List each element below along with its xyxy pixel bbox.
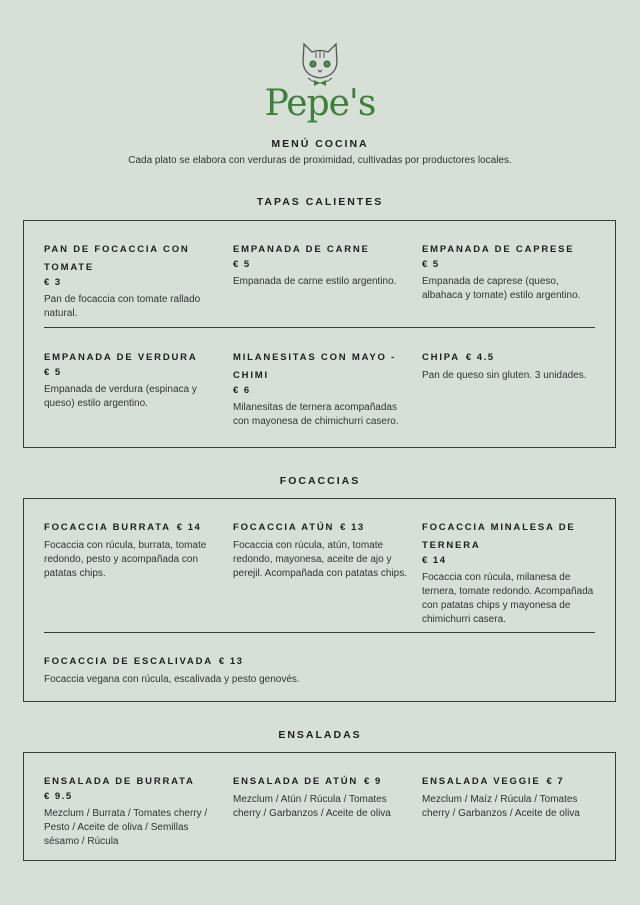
item-name: MILANESITAS CON MAYO -CHIMI xyxy=(233,352,397,381)
item-description: Mezclum / Atún / Rúcula / Tomates cherry / Garbanzos / Aceite de oliva xyxy=(233,794,391,819)
logo xyxy=(262,40,378,128)
item-description: Pan de queso sin gluten. 3 unidades. xyxy=(422,370,587,381)
item-price: € 5 xyxy=(422,259,440,270)
divider xyxy=(44,632,595,633)
page-title: MENÚ COCINA xyxy=(271,138,369,150)
item-price: € 7 xyxy=(546,776,565,787)
menu-item xyxy=(44,771,233,849)
item-price: € 13 xyxy=(218,656,244,667)
menu-item xyxy=(233,347,422,429)
item-name: FOCACCIA MINALESA DE TERNERA xyxy=(422,522,576,551)
item-description: Mezclum / Burrata / Tomates cherry / Pesto / Aceite de oliva / Semillas sésamo / Rúcula xyxy=(44,808,208,847)
item-price: € 3 xyxy=(44,277,62,288)
brand-name: Pepe's xyxy=(264,83,376,124)
item-price: € 5 xyxy=(233,259,251,270)
item-description: Empanada de carne estilo argentino. xyxy=(233,276,397,287)
menu-item xyxy=(422,347,604,429)
item-name: EMPANADA DE CARNE xyxy=(233,244,370,255)
item-name: FOCACCIA BURRATA xyxy=(44,522,171,533)
menu-item xyxy=(44,239,233,321)
item-price: € 13 xyxy=(340,522,365,533)
menu-item xyxy=(233,771,422,849)
item-price: € 14 xyxy=(176,522,202,533)
item-price: € 14 xyxy=(422,555,447,566)
item-price: € 6 xyxy=(233,385,251,396)
item-description: Mezclum / Maíz / Rúcula / Tomates cherry / Garbanzos / Aceite de oliva xyxy=(422,794,580,819)
item-name: PAN DE FOCACCIA CON TOMATE xyxy=(44,244,190,273)
menu-item xyxy=(44,517,233,627)
item-description: Pan de focaccia con tomate rallado natural. xyxy=(44,294,201,319)
item-description: Focaccia con rúcula, milanesa de ternera, tomate redondo. Acompañada con patatas chips y mayonesa de chimichurri casera. xyxy=(422,572,594,625)
menu-item xyxy=(233,517,422,627)
page-subtitle: Cada plato se elabora con verduras de proximidad, cultivadas por productores locales. xyxy=(128,155,512,166)
menu-item xyxy=(44,347,233,429)
item-price: € 5 xyxy=(44,367,62,378)
item-name: ENSALADA DE BURRATA xyxy=(44,776,195,787)
item-price: € 4.5 xyxy=(465,352,495,363)
divider xyxy=(44,327,595,328)
item-name: FOCACCIA DE ESCALIVADA xyxy=(44,656,213,667)
item-description: Milanesitas de ternera acompañadas con mayonesa de chimichurri casero. xyxy=(233,402,399,427)
menu-item xyxy=(422,239,604,321)
item-description: Empanada de verdura (espinaca y queso) estilo argentino. xyxy=(44,384,197,409)
item-description: Focaccia con rúcula, atún, tomate redondo, mayonesa, aceite de ajo y perejil. Acompañada con patatas chips. xyxy=(233,540,407,579)
menu-item xyxy=(422,517,604,627)
item-name: FOCACCIA ATÚN xyxy=(233,522,335,533)
section-title-focaccias: FOCACCIAS xyxy=(279,475,361,487)
section-tapas xyxy=(23,220,616,448)
item-description: Empanada de caprese (queso, albahaca y tomate) estilo argentino. xyxy=(422,276,581,301)
item-price: € 9.5 xyxy=(44,791,73,802)
item-name: CHIPA xyxy=(422,352,460,363)
item-name: ENSALADA VEGGIE xyxy=(422,776,541,787)
item-price: € 9 xyxy=(364,776,382,787)
section-ensaladas xyxy=(23,752,616,861)
menu-item xyxy=(422,771,604,849)
section-title-ensaladas: ENSALADAS xyxy=(278,729,362,741)
menu-item xyxy=(44,651,604,687)
section-title-tapas: TAPAS CALIENTES xyxy=(256,196,384,208)
item-name: EMPANADA DE VERDURA xyxy=(44,352,198,363)
item-name: ENSALADA DE ATÚN xyxy=(233,776,359,787)
item-description: Focaccia con rúcula, burrata, tomate redondo, pesto y acompañada con patatas chips. xyxy=(44,540,207,579)
menu-item xyxy=(233,239,422,321)
section-focaccias xyxy=(23,498,616,702)
item-name: EMPANADA DE CAPRESE xyxy=(422,244,575,255)
cat-logo-icon xyxy=(298,40,342,88)
item-description: Focaccia vegana con rúcula, escalivada y pesto genovés. xyxy=(44,674,300,685)
